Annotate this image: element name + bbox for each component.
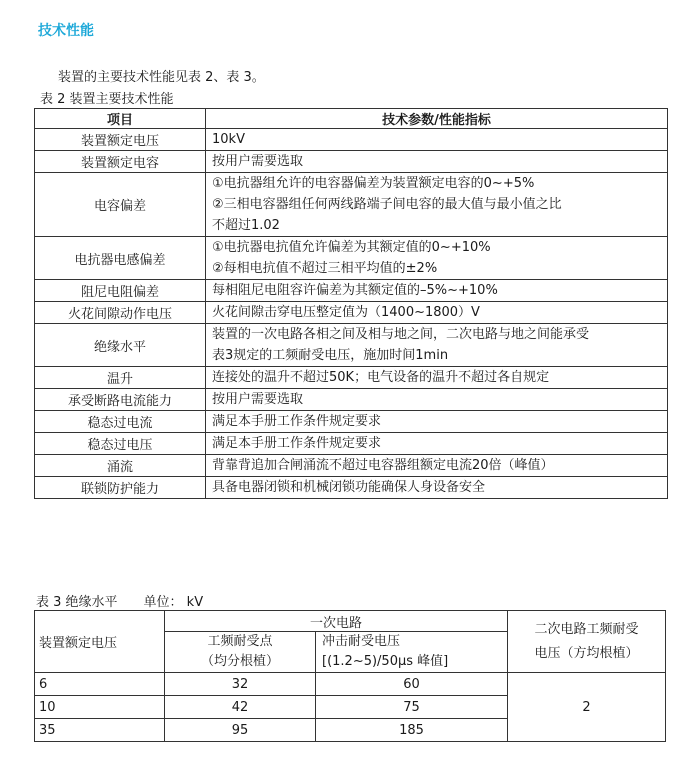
cell-spec xyxy=(206,477,668,499)
insulation-table xyxy=(34,610,666,742)
table2-caption: 表 2 装置主要技术性能 xyxy=(40,92,174,107)
cell-spec xyxy=(206,455,668,477)
spec-line: ②三相电容器组任何两线路端子间电容的最大值与最小值之比 xyxy=(212,197,562,212)
cell-item: 涌流 xyxy=(35,455,206,477)
header-impulse xyxy=(316,632,508,673)
table-row xyxy=(35,389,668,411)
cell-item: 火花间隙动作电压 xyxy=(35,302,206,324)
cell-item: 装置额定电容 xyxy=(35,151,206,173)
cell-spec xyxy=(206,411,668,433)
cell-rated: 35 xyxy=(35,719,165,742)
header-spec: 技术参数/性能指标 xyxy=(206,109,668,129)
table-row xyxy=(35,477,668,499)
table-row xyxy=(35,151,668,173)
cell-item: 稳态过电压 xyxy=(35,433,206,455)
cell-item: 阻尼电阻偏差 xyxy=(35,280,206,302)
header-impulse-line: [(1.2~5)/50μs 峰值] xyxy=(322,654,449,669)
cell-item: 承受断路电流能力 xyxy=(35,389,206,411)
cell-secondary: 2 xyxy=(508,673,666,742)
header-power-frequency xyxy=(165,632,316,673)
cell-spec xyxy=(206,129,668,151)
header-rated-voltage: 装置额定电压 xyxy=(35,611,165,673)
header-secondary-line: 电压（方均根植） xyxy=(534,645,639,661)
cell-power-frequency: 95 xyxy=(165,719,316,742)
cell-rated: 6 xyxy=(35,673,165,696)
header-power-frequency-line: 工频耐受点 xyxy=(207,634,273,649)
table-row xyxy=(35,673,666,696)
header-primary-circuit: 一次电路 xyxy=(165,611,508,632)
cell-spec xyxy=(206,302,668,324)
spec-line: 满足本手册工作条件规定要求 xyxy=(212,414,382,429)
table-header-row xyxy=(35,109,668,129)
spec-line: 按用户需要选取 xyxy=(212,392,304,407)
spec-line: 10kV xyxy=(212,132,245,147)
header-secondary-line: 二次电路工频耐受 xyxy=(534,621,639,637)
section-heading: 技术性能 xyxy=(38,23,94,39)
header-impulse-line: 冲击耐受电压 xyxy=(322,634,401,649)
table3-unit: 单位： kV xyxy=(143,595,204,610)
intro-text: 装置的主要技术性能见表 2、表 3。 xyxy=(58,70,265,85)
spec-line: 连接处的温升不超过50K；电气设备的温升不超过各自规定 xyxy=(212,370,550,385)
table-header-row xyxy=(35,611,666,632)
table-row xyxy=(35,455,668,477)
cell-spec xyxy=(206,367,668,389)
cell-spec xyxy=(206,324,668,367)
table-row xyxy=(35,173,668,237)
table-row xyxy=(35,129,668,151)
spec-line: 满足本手册工作条件规定要求 xyxy=(212,436,382,451)
cell-impulse: 185 xyxy=(316,719,508,742)
cell-spec xyxy=(206,237,668,280)
cell-spec xyxy=(206,433,668,455)
table-row xyxy=(35,324,668,367)
spec-line: 按用户需要选取 xyxy=(212,154,304,169)
cell-item: 电抗器电感偏差 xyxy=(35,237,206,280)
spec-line: ①电抗器组允许的电容器偏差为装置额定电容的0~+5% xyxy=(212,176,535,191)
table3-caption xyxy=(36,591,203,610)
table3-title: 表 3 绝缘水平 xyxy=(36,595,118,610)
cell-spec xyxy=(206,280,668,302)
cell-item: 电容偏差 xyxy=(35,173,206,237)
cell-rated: 10 xyxy=(35,696,165,719)
table-row xyxy=(35,411,668,433)
spec-line: 装置的一次电路各相之间及相与地之间，二次电路与地之间能承受 xyxy=(212,327,590,342)
cell-spec xyxy=(206,173,668,237)
table-row xyxy=(35,237,668,280)
cell-impulse: 60 xyxy=(316,673,508,696)
cell-item: 联锁防护能力 xyxy=(35,477,206,499)
header-secondary-circuit xyxy=(508,611,666,673)
spec-line: 表3规定的工频耐受电压，施加时间1min xyxy=(212,348,449,363)
performance-table xyxy=(34,108,668,499)
header-power-frequency-line: （均分根植） xyxy=(200,654,279,669)
spec-line: 背靠背追加合闸涌流不超过电容器组额定电流20倍（峰值） xyxy=(212,458,554,473)
cell-item: 绝缘水平 xyxy=(35,324,206,367)
spec-line: 具备电器闭锁和机械闭锁功能确保人身设备安全 xyxy=(212,480,486,495)
spec-line: ②每相电抗值不超过三相平均值的±2% xyxy=(212,261,438,276)
spec-line: 每相阻尼电阻容许偏差为其额定值的–5%~+10% xyxy=(212,283,498,298)
cell-item: 温升 xyxy=(35,367,206,389)
table-row xyxy=(35,367,668,389)
table-row xyxy=(35,433,668,455)
cell-power-frequency: 42 xyxy=(165,696,316,719)
cell-item: 装置额定电压 xyxy=(35,129,206,151)
spec-line: 火花间隙击穿电压整定值为（1400~1800）V xyxy=(212,305,480,320)
table-row xyxy=(35,280,668,302)
header-item: 项目 xyxy=(35,109,206,129)
table-row xyxy=(35,302,668,324)
spec-line: ①电抗器电抗值允许偏差为其额定值的0~+10% xyxy=(212,240,491,255)
cell-power-frequency: 32 xyxy=(165,673,316,696)
cell-spec xyxy=(206,151,668,173)
cell-spec xyxy=(206,389,668,411)
cell-item: 稳态过电流 xyxy=(35,411,206,433)
cell-impulse: 75 xyxy=(316,696,508,719)
spec-line: 不超过1.02 xyxy=(212,218,280,233)
